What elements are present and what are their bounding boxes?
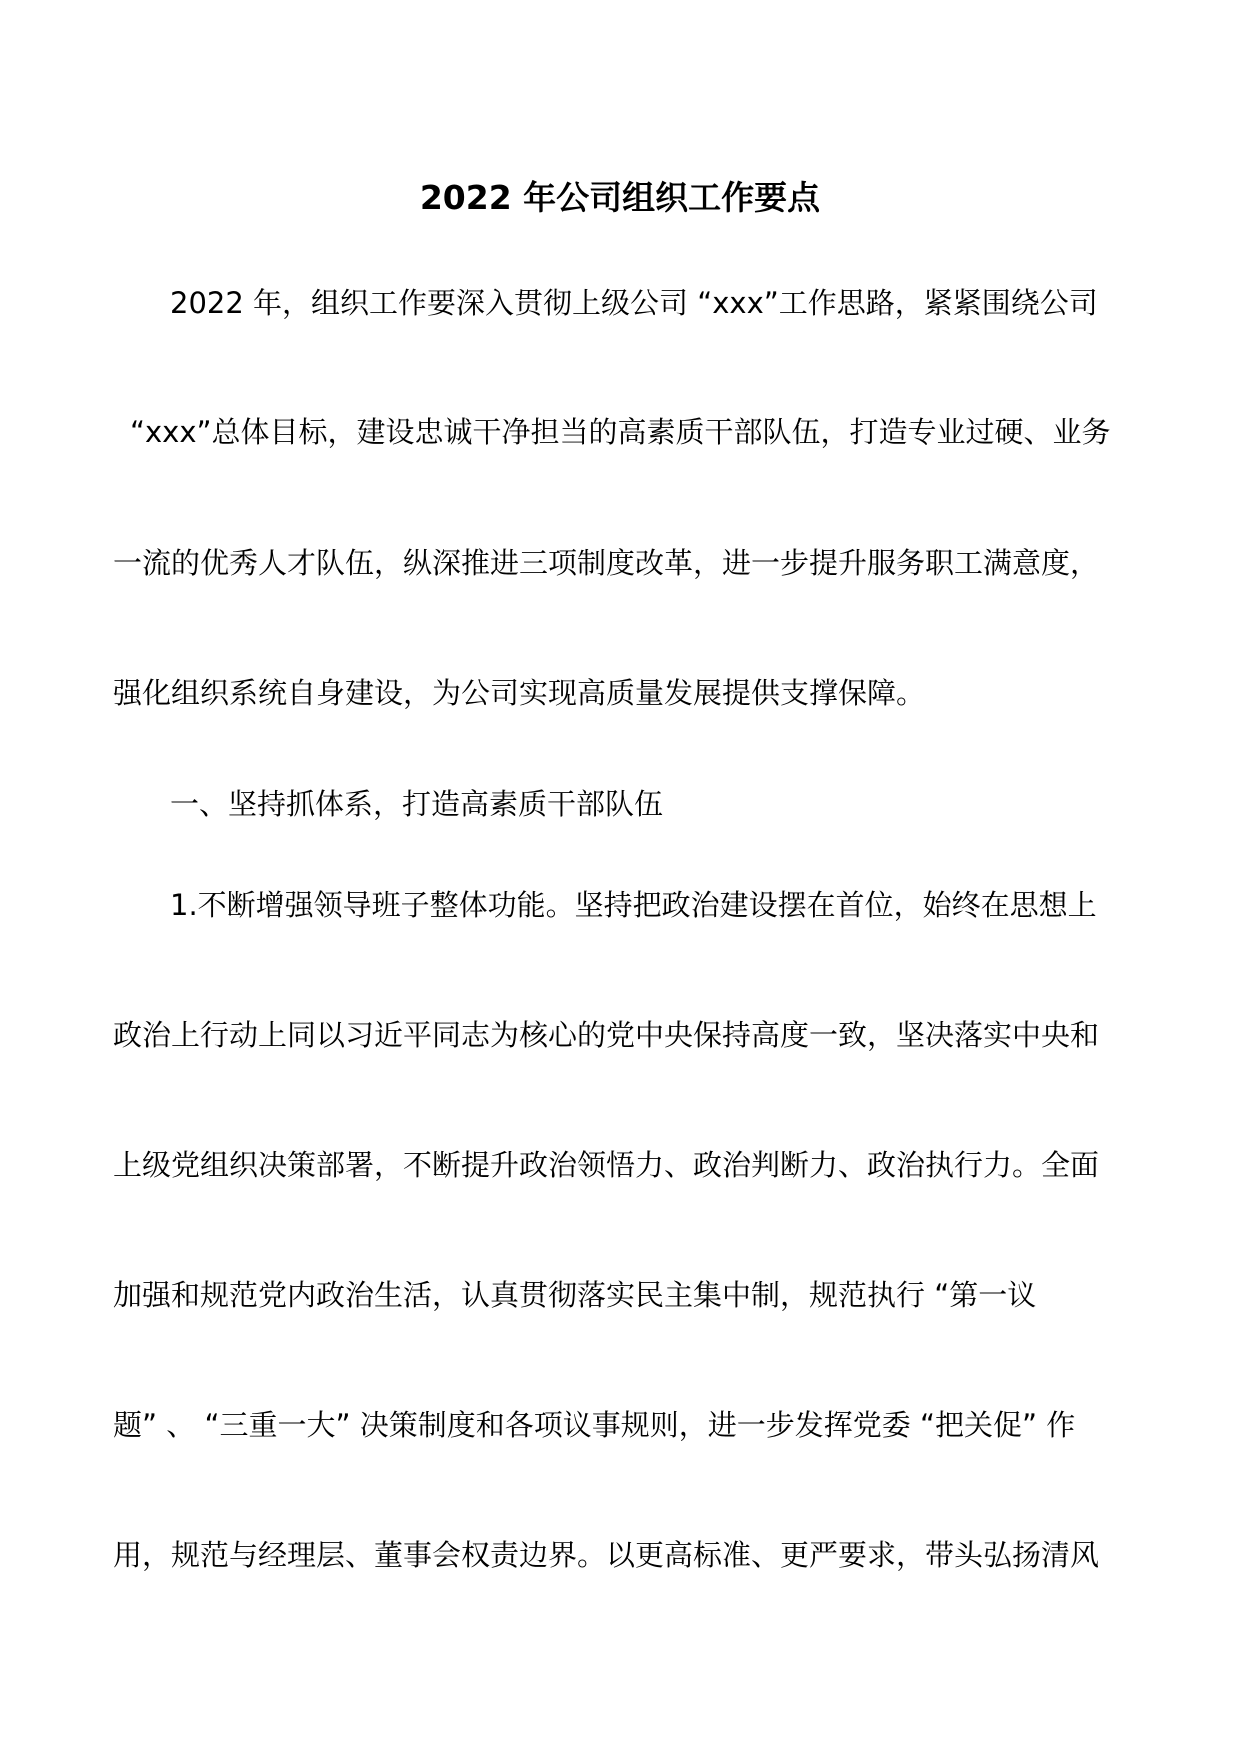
body-line-7: 上级党组织决策部署，不断提升政治领悟力、政治判断力、政治执行力。全面 xyxy=(113,1148,1100,1182)
body-line-6: 政治上行动上同以习近平同志为核心的党中央保持高度一致，坚决落实中央和 xyxy=(113,1018,1100,1052)
body-line-2: “xxx”总体目标，建设忠诚干净担当的高素质干部队伍，打造专业过硬、业务 xyxy=(130,415,1111,449)
body-line-1: 2022 年，组织工作要深入贯彻上级公司 “xxx”工作思路，紧紧围绕公司 xyxy=(170,286,1098,320)
body-line-3: 一流的优秀人才队伍，纵深推进三项制度改革，进一步提升服务职工满意度， xyxy=(113,546,1100,580)
body-line-4: 强化组织系统自身建设，为公司实现高质量发展提供支撑保障。 xyxy=(113,676,926,710)
document-title: 2022 年公司组织工作要点 xyxy=(419,178,821,217)
section-heading-1: 一、坚持抓体系，打造高素质干部队伍 xyxy=(170,787,664,821)
body-line-10: 用，规范与经理层、董事会权责边界。以更高标准、更严要求，带头弘扬清风 xyxy=(113,1538,1100,1572)
body-line-8: 加强和规范党内政治生活，认真贯彻落实民主集中制，规范执行 “第一议 xyxy=(113,1278,1037,1312)
body-line-9: 题” 、 “三重一大” 决策制度和各项议事规则，进一步发挥党委 “把关促” 作 xyxy=(113,1408,1076,1442)
body-line-5: 1.不断增强领导班子整体功能。坚持把政治建设摆在首位，始终在思想上 xyxy=(170,888,1097,922)
